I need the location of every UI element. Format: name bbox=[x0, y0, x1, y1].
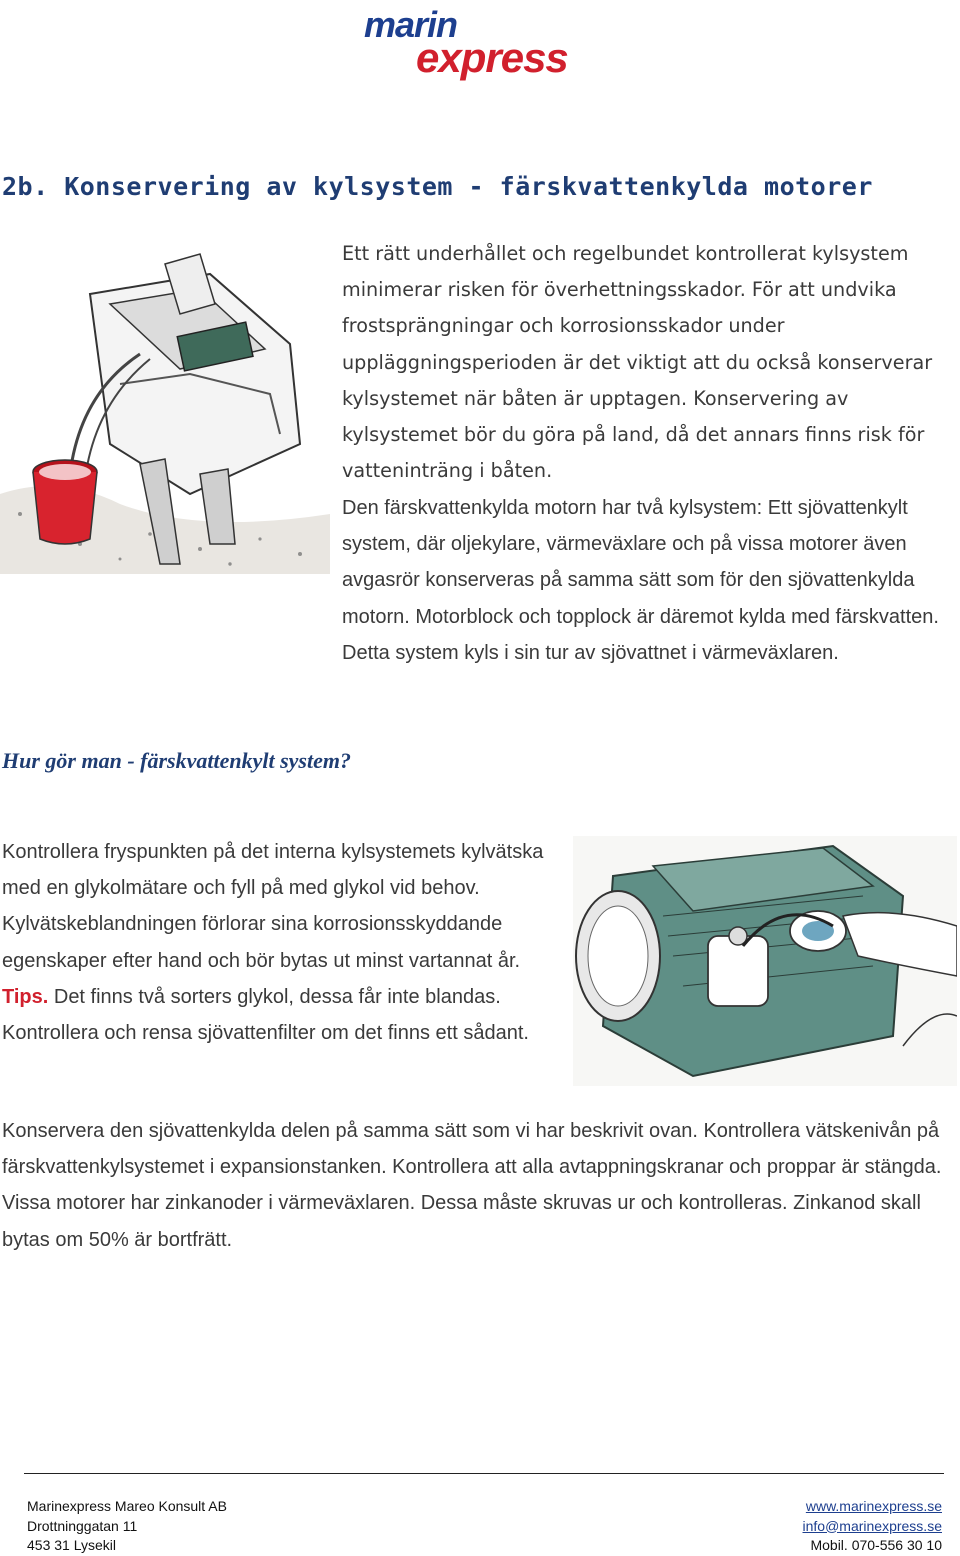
footer-divider bbox=[24, 1473, 944, 1474]
howto-paragraph-1 bbox=[2, 834, 562, 1051]
logo-text-express: express bbox=[416, 34, 568, 81]
intro-paragraph-1: Ett rätt underhållet och regelbundet kontrollerat kylsystem minimerar risken för överhettningsskador. För att undvika frostsprängningar och korrosionsskador under uppläggningsperioden är det viktigt att du också konserverar kylsystemet när båten är upptagen. Konservering av kylsystemet bör du göra på land, då det annars finns risk för vatteninträng i båten. bbox=[342, 242, 933, 483]
page-title: 2b. Konservering av kylsystem - färskvattenkylda motorer bbox=[2, 172, 873, 201]
footer-phone: Mobil. 070-556 30 10 bbox=[810, 1537, 942, 1553]
footer-website-link[interactable]: www.marinexpress.se bbox=[805, 1498, 942, 1514]
footer-email-link[interactable]: info@marinexpress.se bbox=[802, 1517, 942, 1534]
howto-paragraph-2: Konservera den sjövattenkylda delen på samma sätt som vi har beskrivit ovan. Kontrollera vätskenivån på färskvattenkylsystemet i expansionstanken. Kontrollera att alla avtappningskranar och proppar är stängda. Vissa motorer har zinkanoder i värmeväxlaren. Dessa måste skruvas ur och kontrolleras. Zinkanod skall bytas om 50% är bortfrätt. bbox=[2, 1120, 942, 1251]
tips-label: Tips. bbox=[2, 985, 49, 1008]
marinexpress-logo bbox=[358, 4, 608, 81]
footer-address bbox=[27, 1497, 227, 1556]
footer-street: Drottninggatan 11 bbox=[27, 1517, 138, 1534]
glycol-meter-illustration bbox=[573, 836, 957, 1086]
engine-bucket-illustration bbox=[0, 244, 330, 574]
howto-text-before-tips: Kontrollera fryspunkten på det interna kylsystemets kylvätska med en glykolmätare och fyll på med glykol vid behov. Kylvätskeblandningen förlorar sina korrosionsskyddande egenskaper efter hand och bör bytas ut minst vartannat år. bbox=[2, 841, 544, 972]
howto-text-after-tips: Det finns två sorters glykol, dessa får inte blandas. Kontrollera och rensa sjövattenfilter om det finns ett sådant. bbox=[2, 985, 529, 1045]
logo-text-marin: marin bbox=[364, 4, 458, 45]
footer-city: 453 31 Lysekil bbox=[27, 1537, 116, 1553]
howto-heading: Hur gör man - färskvattenkylt system? bbox=[2, 748, 351, 773]
intro-paragraph-2: Den färskvattenkylda motorn har två kylsystem: Ett sjövattenkylt system, där oljekylare, värmeväxlare och på vissa motorer även avgasrör konserveras på samma sätt som för den sjövattenkylda motorn. Motorblock och topplock är däremot kylda med färskvatten. Detta system kyls i sin tur av sjövattnet i värmeväxlaren. bbox=[342, 497, 939, 664]
footer-contact bbox=[803, 1497, 943, 1556]
footer-company: Marinexpress Mareo Konsult AB bbox=[27, 1498, 227, 1514]
